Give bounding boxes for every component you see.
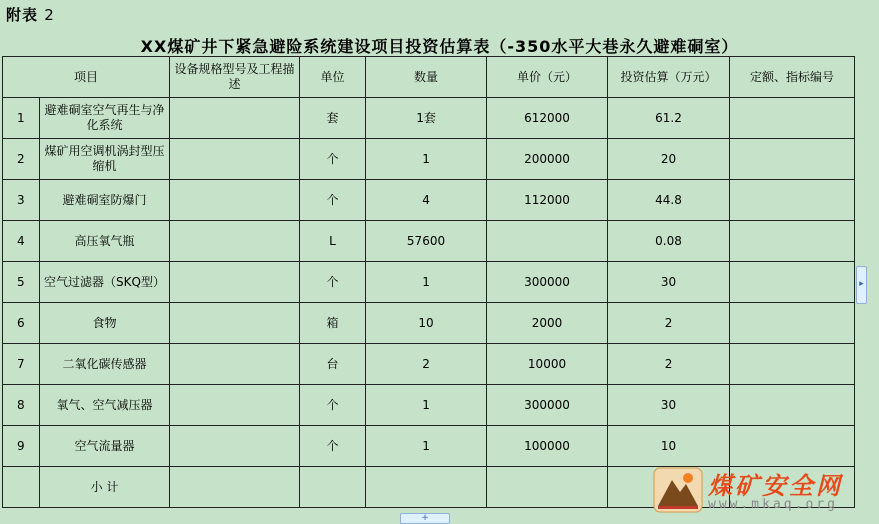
item-name: 小 计 <box>40 467 170 508</box>
invest-cell: 2 <box>608 344 730 385</box>
row-number <box>3 467 40 508</box>
code-cell <box>730 180 855 221</box>
unit-cell: 个 <box>300 262 366 303</box>
item-name: 氧气、空气减压器 <box>40 385 170 426</box>
table-row <box>3 262 855 303</box>
price-cell: 112000 <box>487 180 608 221</box>
page-title: XX煤矿井下紧急避险系统建设项目投资估算表（-350水平大巷永久避难硐室） <box>140 37 739 56</box>
qty-cell: 1套 <box>366 98 487 139</box>
header-invest: 投资估算（万元） <box>608 57 730 98</box>
table-row <box>3 221 855 262</box>
unit-cell: 个 <box>300 139 366 180</box>
mine-logo-icon <box>652 466 704 514</box>
qty-cell: 1 <box>366 385 487 426</box>
item-name: 食物 <box>40 303 170 344</box>
price-cell: 612000 <box>487 98 608 139</box>
header-qty: 数量 <box>366 57 487 98</box>
price-cell: 10000 <box>487 344 608 385</box>
spec-cell <box>170 98 300 139</box>
qty-cell <box>366 467 487 508</box>
price-cell <box>487 467 608 508</box>
unit-cell: 台 <box>300 344 366 385</box>
table-row <box>3 98 855 139</box>
item-name: 空气过滤器（SKQ型） <box>40 262 170 303</box>
unit-cell <box>300 467 366 508</box>
watermark-name: 煤矿安全网 <box>708 471 843 500</box>
spec-cell <box>170 262 300 303</box>
spec-cell <box>170 221 300 262</box>
price-cell: 2000 <box>487 303 608 344</box>
code-cell <box>730 221 855 262</box>
item-name: 高压氧气瓶 <box>40 221 170 262</box>
scroll-handle-icon[interactable]: + <box>400 513 450 524</box>
header-item: 项目 <box>3 57 170 98</box>
spec-cell <box>170 426 300 467</box>
row-number: 9 <box>3 426 40 467</box>
table-row <box>3 426 855 467</box>
code-cell <box>730 262 855 303</box>
watermark-url: www.mkaq.org <box>708 497 838 512</box>
invest-cell: 10 <box>608 426 730 467</box>
unit-cell: 个 <box>300 180 366 221</box>
unit-cell: 套 <box>300 98 366 139</box>
price-cell: 200000 <box>487 139 608 180</box>
watermark <box>650 466 879 522</box>
invest-cell: 0.08 <box>608 221 730 262</box>
item-name: 二氧化碳传感器 <box>40 344 170 385</box>
spec-cell <box>170 344 300 385</box>
item-name: 避难硐室防爆门 <box>40 180 170 221</box>
item-name: 避难硐室空气再生与净化系统 <box>40 98 170 139</box>
spec-cell <box>170 385 300 426</box>
unit-cell: 个 <box>300 385 366 426</box>
invest-cell: 44.8 <box>608 180 730 221</box>
price-cell: 300000 <box>487 385 608 426</box>
row-number: 3 <box>3 180 40 221</box>
qty-cell: 1 <box>366 139 487 180</box>
item-name: 空气流量器 <box>40 426 170 467</box>
item-name: 煤矿用空调机涡封型压缩机 <box>40 139 170 180</box>
code-cell <box>730 385 855 426</box>
code-cell <box>730 303 855 344</box>
spec-cell <box>170 139 300 180</box>
qty-cell: 1 <box>366 262 487 303</box>
price-cell <box>487 221 608 262</box>
unit-cell: 箱 <box>300 303 366 344</box>
code-cell <box>730 139 855 180</box>
qty-cell: 2 <box>366 344 487 385</box>
row-number: 7 <box>3 344 40 385</box>
qty-cell: 57600 <box>366 221 487 262</box>
invest-cell: 30 <box>608 262 730 303</box>
price-cell: 300000 <box>487 262 608 303</box>
invest-cell: 61.2 <box>608 98 730 139</box>
spec-cell <box>170 467 300 508</box>
annex-text: 附表 <box>6 6 39 24</box>
annex-label <box>6 4 55 25</box>
qty-cell: 10 <box>366 303 487 344</box>
expand-arrow-icon[interactable]: ▸ <box>856 266 867 304</box>
code-cell <box>730 426 855 467</box>
header-price: 单价（元） <box>487 57 608 98</box>
table-header-row <box>3 57 855 98</box>
row-number: 2 <box>3 139 40 180</box>
unit-cell: 个 <box>300 426 366 467</box>
header-spec: 设备规格型号及工程描述 <box>170 57 300 98</box>
invest-cell: 30 <box>608 385 730 426</box>
row-number: 1 <box>3 98 40 139</box>
unit-cell: L <box>300 221 366 262</box>
spec-cell <box>170 180 300 221</box>
header-code: 定额、指标编号 <box>730 57 855 98</box>
qty-cell: 4 <box>366 180 487 221</box>
invest-cell: 20 <box>608 139 730 180</box>
table-row <box>3 180 855 221</box>
row-number: 6 <box>3 303 40 344</box>
row-number: 4 <box>3 221 40 262</box>
spec-cell <box>170 303 300 344</box>
table-row <box>3 303 855 344</box>
code-cell <box>730 98 855 139</box>
table-row <box>3 344 855 385</box>
invest-cell: 2 <box>608 303 730 344</box>
table-row <box>3 139 855 180</box>
qty-cell: 1 <box>366 426 487 467</box>
estimate-table <box>2 56 855 508</box>
header-unit: 单位 <box>300 57 366 98</box>
code-cell <box>730 344 855 385</box>
table-row <box>3 385 855 426</box>
row-number: 5 <box>3 262 40 303</box>
annex-number: 2 <box>44 6 55 24</box>
row-number: 8 <box>3 385 40 426</box>
price-cell: 100000 <box>487 426 608 467</box>
